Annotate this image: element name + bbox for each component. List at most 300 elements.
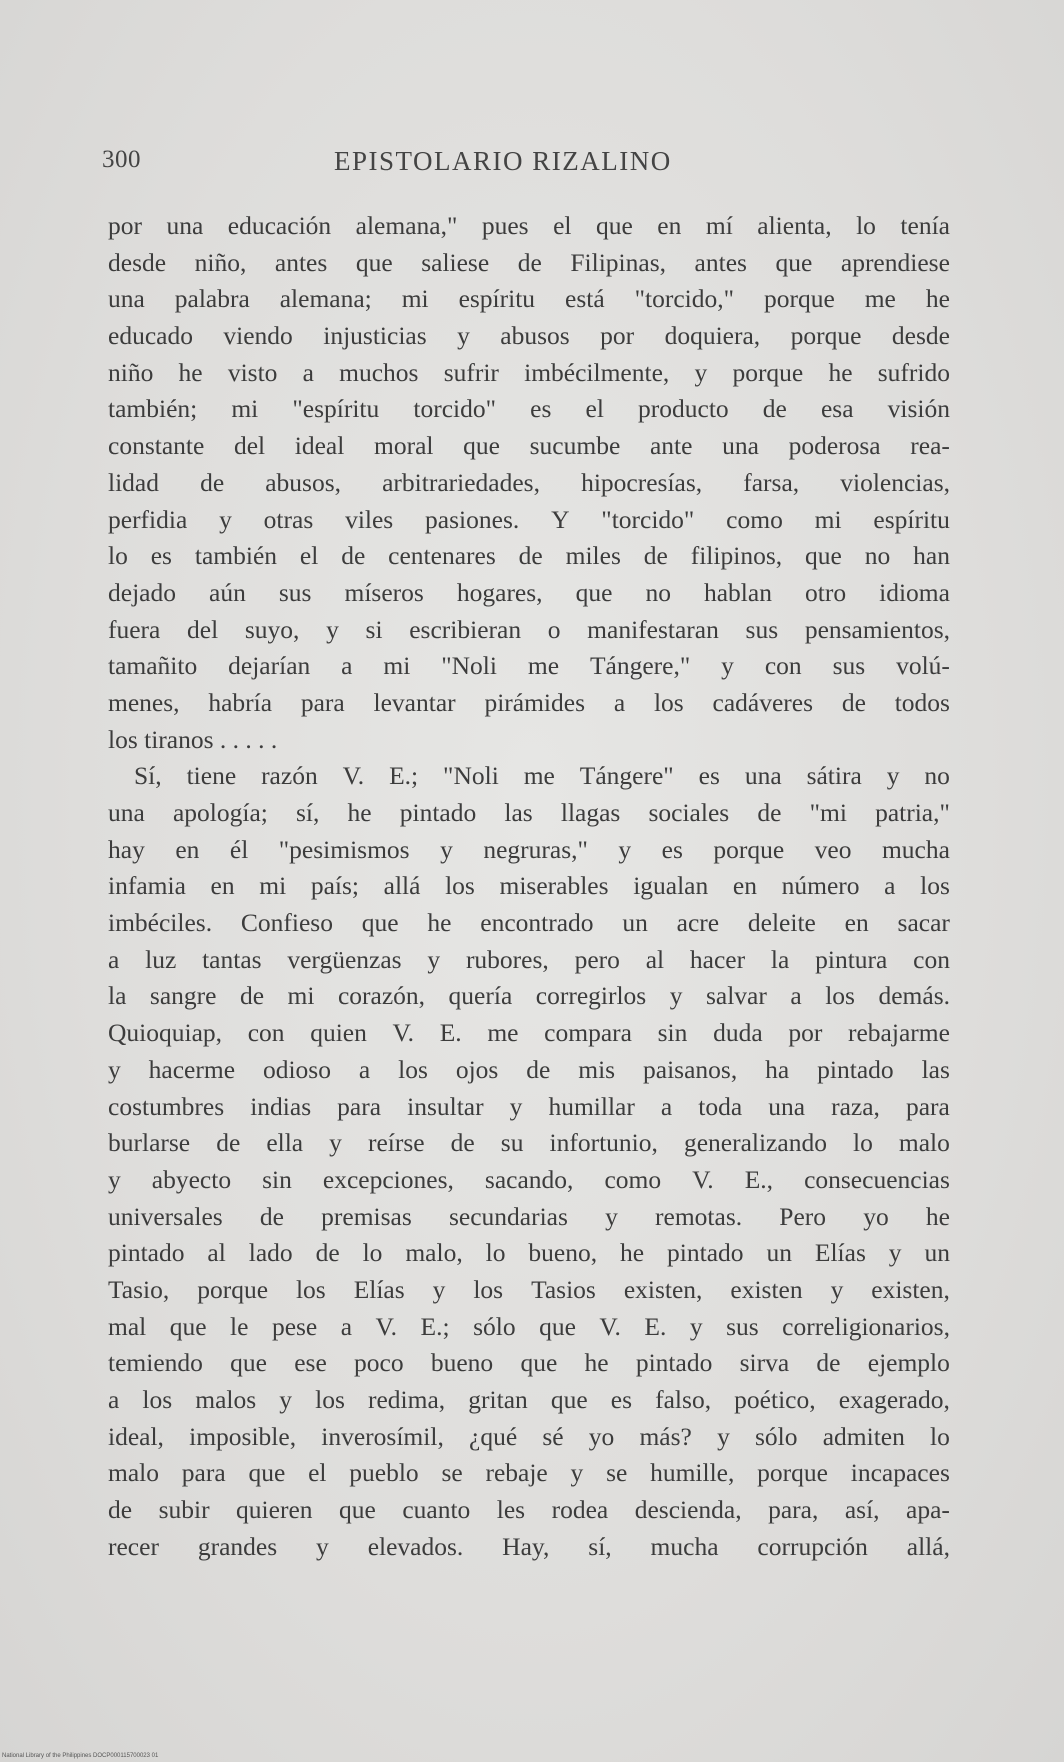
word: pintado — [635, 1348, 713, 1378]
word: infortunio, — [549, 1128, 658, 1158]
word: con — [764, 651, 802, 681]
word: los — [398, 1054, 428, 1084]
word: he — [828, 357, 853, 387]
word: palabra — [174, 284, 250, 314]
word: en — [175, 834, 200, 864]
word: filipinos, — [690, 541, 783, 571]
word: mi — [383, 651, 411, 681]
word: miles — [565, 541, 621, 571]
word: también; — [108, 394, 198, 424]
word: admiten — [822, 1421, 905, 1451]
word: Sí, — [134, 761, 162, 791]
word: de — [216, 1128, 241, 1158]
scan-footer: National Library of the Philippines DOCP000115700023 01 — [2, 1753, 159, 1759]
word: las — [504, 798, 533, 827]
word: insultar — [407, 1091, 484, 1121]
word: mi — [259, 871, 287, 901]
word: quien — [310, 1018, 367, 1048]
word: humillar — [548, 1091, 635, 1121]
word: sin — [262, 1164, 292, 1194]
word: gritan — [468, 1385, 528, 1414]
word: para — [337, 1091, 382, 1121]
word: de — [762, 394, 787, 424]
word: les — [496, 1495, 526, 1525]
word: farsa, — [743, 467, 800, 497]
word: sé — [542, 1421, 564, 1451]
word: corazón, — [337, 981, 426, 1011]
word: sociales — [648, 798, 730, 827]
word: alemana; — [279, 284, 372, 314]
word: he — [347, 798, 372, 827]
word: mis — [578, 1054, 616, 1084]
word: le — [230, 1311, 249, 1341]
word: ¿qué — [469, 1421, 518, 1451]
word: alemana," — [355, 211, 458, 240]
word: odioso — [262, 1054, 331, 1084]
word: y — [618, 834, 632, 864]
word: he — [584, 1348, 609, 1378]
word: de — [757, 798, 782, 827]
word: está — [565, 284, 605, 314]
word: escribieran — [409, 614, 522, 644]
text-line — [108, 1199, 950, 1236]
word: sacar — [897, 908, 950, 938]
word: por — [108, 211, 142, 240]
word: sus — [745, 614, 779, 644]
word: que — [361, 908, 399, 938]
word: tantas — [202, 944, 262, 974]
text-line — [108, 502, 950, 539]
word: E. — [644, 1311, 667, 1341]
word: de — [841, 687, 866, 717]
word: costumbres — [108, 1091, 225, 1121]
word: duda — [713, 1018, 763, 1048]
word: con — [247, 1018, 285, 1048]
word: la — [770, 944, 790, 974]
word: deleite — [747, 908, 816, 938]
word: a — [108, 944, 120, 974]
word: toda — [698, 1091, 743, 1121]
word: no — [864, 541, 891, 571]
word: los — [825, 981, 855, 1011]
word: otras — [263, 504, 314, 534]
body-text — [108, 208, 950, 1565]
word: no — [645, 577, 671, 607]
word: han — [913, 541, 950, 571]
word: rebajarme — [847, 1018, 950, 1048]
word: los — [142, 1385, 173, 1414]
word: niño, — [194, 247, 247, 277]
word: saliese — [421, 247, 490, 277]
word: reírse — [367, 1128, 425, 1158]
word: y — [316, 1531, 329, 1561]
word: constante — [108, 431, 205, 461]
word: perfidia — [108, 504, 188, 534]
word: existen — [730, 1274, 803, 1304]
word: sangre — [149, 981, 217, 1011]
word: llagas — [560, 798, 621, 827]
word: pues — [481, 211, 529, 240]
word: subir — [158, 1495, 210, 1525]
word: V. — [375, 1311, 398, 1341]
word: he — [620, 1238, 645, 1268]
word: y — [886, 761, 900, 791]
word: rubores, — [465, 944, 549, 974]
word: sí, — [296, 798, 320, 827]
word: y — [570, 1458, 584, 1488]
word: sucumbe — [529, 431, 621, 461]
word: una — [166, 211, 204, 240]
word: habría — [208, 687, 273, 717]
word: volú- — [896, 651, 950, 681]
word: antes — [274, 247, 328, 277]
word: educado — [108, 321, 193, 351]
word: humille, — [650, 1458, 735, 1488]
word: lado — [248, 1238, 293, 1268]
word: rodea — [551, 1495, 609, 1525]
text-line — [108, 1015, 950, 1052]
word: Pero — [779, 1201, 827, 1231]
text-line: los tiranos . . . . . — [108, 724, 278, 754]
word: de — [315, 1238, 340, 1268]
word: corregirlos — [535, 981, 647, 1011]
word: burlarse — [108, 1128, 191, 1158]
word: apa- — [906, 1495, 950, 1525]
word: que — [595, 211, 633, 240]
word: mucha — [881, 834, 950, 864]
text-line — [108, 465, 950, 502]
word: tenía — [900, 211, 950, 240]
word: de — [341, 541, 366, 571]
text-line — [108, 575, 950, 612]
word: número — [781, 871, 860, 901]
text-line — [108, 1272, 950, 1309]
word: viles — [345, 504, 394, 534]
word: hay — [108, 834, 145, 864]
word: pero — [574, 944, 620, 974]
word: y — [509, 1091, 523, 1121]
word: encontrado — [480, 908, 594, 938]
word: tiene — [186, 761, 237, 791]
word: míseros — [344, 577, 424, 607]
word: al — [207, 1238, 226, 1268]
word: me — [864, 284, 896, 314]
word: en — [210, 871, 235, 901]
word: niño — [108, 357, 154, 387]
word: a — [790, 981, 802, 1011]
word: sus — [278, 577, 312, 607]
word: el — [585, 394, 604, 424]
word: mí — [705, 211, 733, 240]
word: abusos — [500, 321, 570, 351]
word: hacer — [689, 944, 746, 974]
word: pirámides — [484, 687, 586, 717]
word: sátira — [806, 761, 862, 791]
word: E.; — [420, 1311, 450, 1341]
text-line — [108, 868, 950, 905]
word: que — [169, 1311, 207, 1341]
word: y — [219, 504, 232, 534]
word: porque — [757, 1458, 828, 1488]
word: y — [432, 1274, 446, 1304]
word: salvar — [705, 981, 767, 1011]
word: es — [661, 834, 683, 864]
word: torcido" — [413, 394, 497, 424]
word: una — [108, 284, 145, 314]
word: que — [805, 541, 842, 571]
word: de — [643, 541, 668, 571]
word: sólo — [755, 1421, 798, 1451]
word: malos — [195, 1385, 257, 1414]
word: he — [178, 357, 203, 387]
word: quería — [448, 981, 513, 1011]
word: imposible, — [189, 1421, 297, 1451]
word: E. — [439, 1018, 462, 1048]
word: visión — [887, 394, 950, 424]
text-line — [108, 612, 950, 649]
word: dejado — [108, 577, 176, 607]
word: premisas — [321, 1201, 412, 1231]
text-line — [108, 1419, 950, 1456]
text-line — [108, 795, 950, 832]
word: sus — [726, 1311, 759, 1341]
word: fuera — [108, 614, 161, 644]
text-line — [108, 1492, 950, 1529]
word: y — [108, 1054, 121, 1084]
word: lo — [362, 1238, 383, 1268]
word: visto — [227, 357, 278, 387]
word: como — [726, 504, 783, 534]
word: idioma — [879, 577, 950, 607]
word: remotas. — [655, 1201, 743, 1231]
word: pasiones. — [425, 504, 520, 534]
word: es — [150, 541, 172, 571]
word: elevados. — [367, 1531, 464, 1561]
word: producto — [638, 394, 729, 424]
word: antes — [694, 247, 747, 277]
word: grandes — [197, 1531, 278, 1561]
word: imbéciles. — [108, 908, 213, 938]
word: "pesimismos — [278, 834, 410, 864]
word: redima, — [368, 1385, 446, 1414]
word: pintado — [667, 1238, 744, 1268]
word: apología; — [172, 798, 268, 827]
word: y — [689, 1311, 703, 1341]
word: y — [427, 944, 441, 974]
word: hogares, — [456, 577, 543, 607]
text-line — [108, 281, 950, 318]
text-line — [108, 905, 950, 942]
word: ese — [294, 1348, 327, 1378]
word: muchos — [339, 357, 419, 387]
word: se — [606, 1458, 628, 1488]
word: sufrir — [443, 357, 499, 387]
word: doquiera, — [664, 321, 761, 351]
word: que — [550, 1385, 588, 1414]
word: una — [108, 798, 145, 827]
word: y — [830, 1274, 844, 1304]
word: universales — [108, 1201, 223, 1231]
word: Tángere" — [579, 761, 674, 791]
word: para — [300, 687, 345, 717]
word: compara — [544, 1018, 632, 1048]
word: lo — [853, 1128, 873, 1158]
word: ante — [649, 431, 693, 461]
word: bueno, — [528, 1238, 598, 1268]
word: como — [604, 1164, 662, 1194]
word: que — [339, 1495, 376, 1525]
word: existen, — [871, 1274, 950, 1304]
text-line — [108, 758, 950, 795]
word: "Noli — [441, 651, 497, 681]
word: pintado — [817, 1054, 894, 1084]
word: de — [526, 1054, 551, 1084]
word: recer — [108, 1531, 159, 1561]
word: que — [539, 1311, 576, 1341]
word: pueblo — [349, 1458, 419, 1488]
word: V. — [342, 761, 365, 791]
word: su — [500, 1128, 524, 1158]
word: razón — [261, 761, 318, 791]
word: más? — [639, 1421, 692, 1451]
word: poético, — [734, 1385, 816, 1414]
word: me — [487, 1018, 519, 1048]
word: que — [520, 1348, 558, 1378]
word: para — [181, 1458, 226, 1488]
word: que — [248, 1458, 286, 1488]
word: espíritu — [458, 284, 536, 314]
word: ha — [765, 1054, 790, 1084]
word: a — [108, 1385, 120, 1414]
word: quieren — [236, 1495, 313, 1525]
text-line — [108, 942, 950, 979]
word: y — [669, 981, 683, 1011]
word: de — [239, 981, 265, 1011]
word: vergüenzas — [287, 944, 402, 974]
word: viendo — [223, 321, 293, 351]
word: "torcido" — [601, 504, 695, 534]
word: hacerme — [148, 1054, 236, 1084]
word: yo — [863, 1201, 889, 1231]
word: sin — [657, 1018, 688, 1048]
word: sólo — [473, 1311, 516, 1341]
word: que — [230, 1348, 267, 1378]
text-line — [108, 538, 950, 575]
word: dejarían — [228, 651, 311, 681]
word: excepciones, — [322, 1164, 454, 1194]
word: aún — [209, 577, 246, 607]
word: Elías — [353, 1274, 405, 1304]
word: miserables — [499, 871, 609, 901]
word: yo — [588, 1421, 615, 1451]
word: para, — [768, 1495, 819, 1525]
word: así, — [844, 1495, 880, 1525]
word: V. — [692, 1164, 714, 1194]
word: mal — [108, 1311, 147, 1341]
text-line — [108, 318, 950, 355]
text-line — [108, 1309, 950, 1346]
word: que — [775, 247, 813, 277]
word: poderosa — [788, 431, 881, 461]
word: a — [302, 357, 314, 387]
word: rea- — [910, 431, 950, 461]
word: él — [229, 834, 249, 864]
word: de — [108, 1495, 133, 1525]
word: a — [340, 1311, 353, 1341]
word: ejemplo — [867, 1348, 950, 1378]
word: infamia — [108, 871, 186, 901]
word: la — [108, 981, 127, 1011]
word: mi — [287, 981, 315, 1011]
word: y — [888, 1238, 902, 1268]
word: arbitrariedades, — [382, 467, 540, 497]
word: de — [200, 467, 225, 497]
word: hipocresías, — [581, 467, 703, 497]
word: descienda, — [634, 1495, 742, 1525]
word: Tángere," — [589, 651, 691, 681]
page-header — [102, 146, 722, 186]
word: desde — [891, 321, 950, 351]
word: las — [921, 1054, 950, 1084]
word: por — [600, 321, 635, 351]
word: suyo, — [244, 614, 300, 644]
word: una — [744, 761, 782, 791]
word: luz — [145, 944, 177, 974]
text-line — [108, 685, 950, 722]
word: sí, — [588, 1531, 612, 1561]
word: sufrido — [877, 357, 950, 387]
word: para — [905, 1091, 950, 1121]
word: y — [694, 357, 708, 387]
word: abyecto — [151, 1164, 232, 1194]
text-line — [108, 355, 950, 392]
text-line — [108, 1382, 950, 1419]
word: también — [194, 541, 278, 571]
word: desde — [108, 247, 167, 277]
word: Elías — [814, 1238, 866, 1268]
word: bueno — [430, 1348, 494, 1378]
word: me — [523, 761, 555, 791]
word: igualan — [633, 871, 709, 901]
word: me — [527, 651, 560, 681]
word: "mi — [809, 798, 847, 827]
word: los — [473, 1274, 504, 1304]
word: los — [653, 687, 684, 717]
word: tamañito — [108, 651, 198, 681]
word: y — [108, 1164, 121, 1194]
word: país; — [310, 871, 359, 901]
word: indias — [250, 1091, 312, 1121]
word: existen, — [623, 1274, 703, 1304]
word: Quioquiap, — [108, 1018, 223, 1048]
word: a — [660, 1091, 673, 1121]
word: y — [457, 321, 470, 351]
word: temiendo — [108, 1348, 203, 1378]
word: rebaje — [485, 1458, 548, 1488]
word: a — [884, 871, 896, 901]
word: de — [518, 541, 543, 571]
word: del — [233, 431, 266, 461]
word: pensamientos, — [804, 614, 950, 644]
word: raza, — [831, 1091, 880, 1121]
word: mi — [231, 394, 259, 424]
word: ideal — [294, 431, 345, 461]
word: y — [326, 614, 339, 644]
page-number: 300 — [102, 146, 141, 173]
word: una — [768, 1091, 806, 1121]
word: y — [717, 1421, 730, 1451]
word: Y — [551, 504, 570, 534]
